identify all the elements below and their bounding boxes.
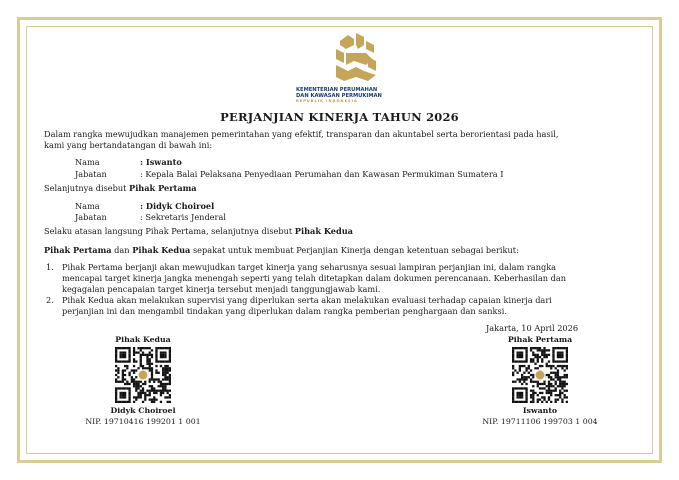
ministry-name-line2: DAN KAWASAN PERMUKIMAN bbox=[296, 93, 382, 99]
agreement-party1: Pihak Pertama bbox=[44, 245, 112, 255]
agreement-rest: sepakat untuk membuat Perjanjian Kinerja dengan ketentuan sebagai berikut: bbox=[190, 245, 519, 255]
second-party-designation bbox=[44, 226, 353, 238]
agreement-party2: Pihak Kedua bbox=[132, 245, 191, 255]
ministry-name-line1: KEMENTERIAN PERUMAHAN bbox=[296, 87, 378, 93]
intro-line2: kami yang bertandatangan di bawah ini: bbox=[44, 140, 213, 150]
ministry-name bbox=[296, 87, 416, 104]
clause-1-line2: mencapai target kinerja jangka menengah seperti yang telah ditetapkan dalam dokumen perencanaan. Keberhasilan dan bbox=[62, 273, 567, 283]
first-party-designation-term: Pihak Pertama bbox=[129, 183, 197, 193]
first-party-designation bbox=[44, 183, 197, 195]
signature-left-name: Didyk Choiroel bbox=[110, 406, 176, 415]
second-party-position: : Sekretaris Jenderal bbox=[140, 212, 226, 222]
agreement-statement bbox=[44, 245, 519, 257]
ministry-name-line3: REPUBLIK INDONESIA bbox=[296, 99, 358, 103]
intro-line1: Dalam rangka mewujudkan manajemen pemerintahan yang efektif, transparan dan akuntabel serta berorientasi pada hasil, bbox=[44, 129, 559, 139]
place-date: Jakarta, 10 April 2026 bbox=[486, 323, 579, 333]
clause-1-line1: Pihak Pertama berjanji akan mewujudkan target kinerja yang seharusnya sesuai lampiran perjanjian ini, dalam rangka bbox=[62, 262, 557, 272]
second-party-designation-prefix: Selaku atasan langsung Pihak Pertama, selanjutnya disebut bbox=[44, 226, 295, 236]
first-party-position-label: Jabatan bbox=[75, 169, 107, 179]
first-party-designation-prefix: Selanjutnya disebut bbox=[44, 183, 130, 193]
clause-2-line1: Pihak Kedua akan melakukan supervisi yang diperlukan serta akan melakukan evaluasi terhadap capaian kinerja dari bbox=[62, 295, 552, 305]
second-party-position-label: Jabatan bbox=[75, 212, 107, 222]
second-party-name-label: Nama bbox=[75, 201, 100, 211]
signature-left-nip: NIP. 19710416 199201 1 001 bbox=[85, 417, 201, 426]
first-party-position: : Kepala Balai Pelaksana Penyediaan Perumahan dan Kawasan Permukiman Sumatera I bbox=[140, 169, 504, 179]
signature-right-nip: NIP. 19711106 199703 1 004 bbox=[482, 417, 598, 426]
agreement-connector: dan bbox=[111, 245, 133, 255]
first-party-name: : Iswanto bbox=[140, 157, 182, 167]
signature-right-name: Iswanto bbox=[522, 406, 558, 415]
signature-left-role: Pihak Kedua bbox=[115, 335, 171, 344]
clause-2-line2: perjanjian ini dan mengambil tindakan yang diperlukan dalam rangka pemberian penghargaan dan sanksi. bbox=[62, 306, 507, 316]
second-party-name: : Didyk Choiroel bbox=[140, 201, 215, 211]
second-party-designation-term: Pihak Kedua bbox=[294, 226, 353, 236]
clause-1-line3: kegagalan pencapaian target kinerja tersebut menjadi tanggungjawab kami. bbox=[62, 284, 381, 294]
document-title: PERJANJIAN KINERJA TAHUN 2026 bbox=[220, 110, 459, 124]
signature-left-qr-icon bbox=[115, 347, 171, 403]
signature-right-role: Pihak Pertama bbox=[507, 335, 573, 344]
clause-1-number: 1. bbox=[46, 262, 54, 272]
clause-2-number: 2. bbox=[46, 295, 54, 305]
first-party-name-label: Nama bbox=[75, 157, 100, 167]
signature-right-qr-icon bbox=[512, 347, 568, 403]
